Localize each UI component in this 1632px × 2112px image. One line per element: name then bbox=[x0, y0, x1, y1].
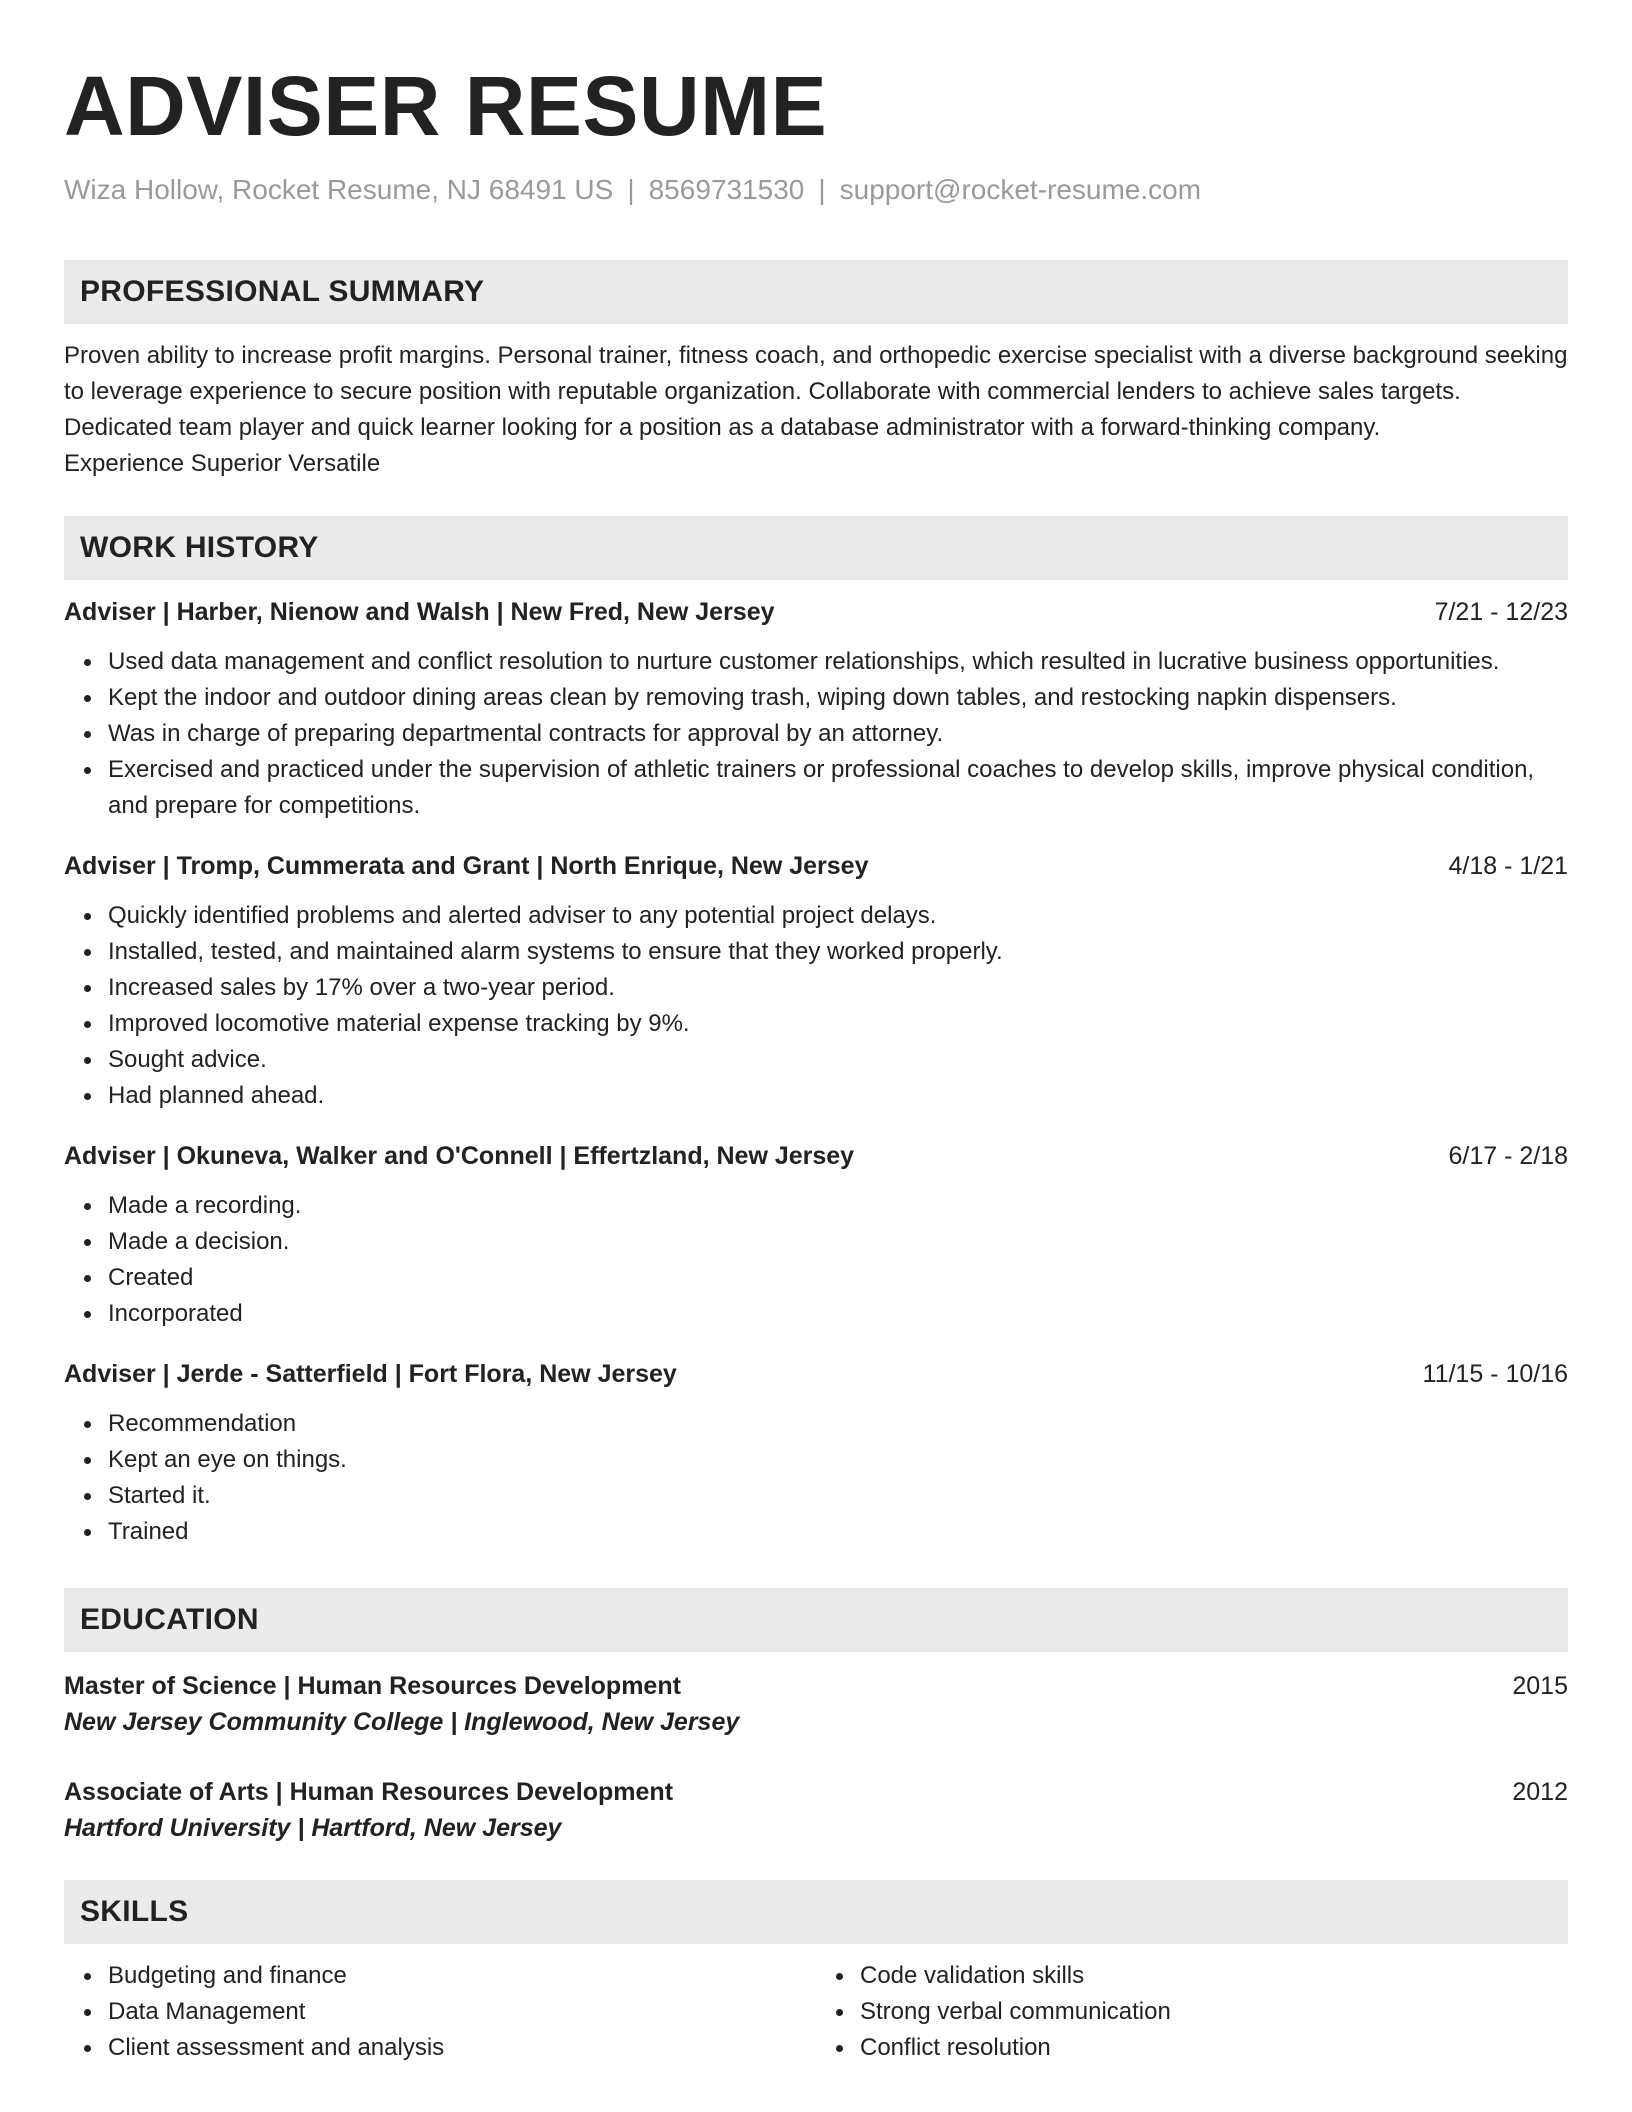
job-bullets bbox=[64, 644, 1568, 824]
job-bullets bbox=[64, 1406, 1568, 1550]
section-header-skills: SKILLS bbox=[64, 1880, 1568, 1944]
job-bullet: Trained bbox=[108, 1514, 1568, 1550]
job-bullet: Exercised and practiced under the supervision of athletic trainers or professional coaches to develop skills, improve physical condition, and prepare for competitions. bbox=[108, 752, 1568, 824]
job-entry bbox=[64, 594, 1568, 824]
job-bullet: Incorporated bbox=[108, 1296, 1568, 1332]
contact-separator: | bbox=[818, 174, 826, 205]
job-dates: 11/15 - 10/16 bbox=[1422, 1360, 1568, 1388]
education-header bbox=[64, 1774, 1568, 1810]
summary-extra: Experience Superior Versatile bbox=[64, 450, 381, 477]
contact-separator: | bbox=[627, 174, 635, 205]
section-header-summary: PROFESSIONAL SUMMARY bbox=[64, 260, 1568, 324]
education-header bbox=[64, 1668, 1568, 1704]
skill-item: Strong verbal communication bbox=[860, 1994, 1568, 2030]
job-bullet: Had planned ahead. bbox=[108, 1078, 1568, 1114]
education-school: New Jersey Community College | Inglewood, New Jersey bbox=[64, 1708, 740, 1736]
skill-item: Code validation skills bbox=[860, 1958, 1568, 1994]
job-dates: 7/21 - 12/23 bbox=[1434, 598, 1568, 626]
job-bullet: Recommendation bbox=[108, 1406, 1568, 1442]
job-bullet: Sought advice. bbox=[108, 1042, 1568, 1078]
job-bullet: Made a recording. bbox=[108, 1188, 1568, 1224]
skills-list-right bbox=[816, 1958, 1568, 2066]
job-header bbox=[64, 848, 1568, 884]
education-entry bbox=[64, 1668, 1568, 1740]
skill-item: Client assessment and analysis bbox=[108, 2030, 816, 2066]
work-history-list bbox=[64, 594, 1568, 1550]
skills-columns bbox=[64, 1958, 1568, 2066]
summary-block bbox=[64, 338, 1568, 482]
job-entry bbox=[64, 1356, 1568, 1550]
education-entry bbox=[64, 1774, 1568, 1846]
job-bullet: Kept the indoor and outdoor dining areas clean by removing trash, wiping down tables, and restocking napkin dispensers. bbox=[108, 680, 1568, 716]
skill-item: Budgeting and finance bbox=[108, 1958, 816, 1994]
resume-title: ADVISER RESUME bbox=[64, 59, 828, 153]
contact-address: Wiza Hollow, Rocket Resume, NJ 68491 US bbox=[64, 174, 614, 205]
job-entry bbox=[64, 848, 1568, 1114]
contact-phone: 8569731530 bbox=[648, 174, 805, 205]
contact-line bbox=[64, 172, 1568, 208]
job-bullets bbox=[64, 898, 1568, 1114]
job-bullet: Installed, tested, and maintained alarm systems to ensure that they worked properly. bbox=[108, 934, 1568, 970]
job-title: Adviser | Harber, Nienow and Walsh | New Fred, New Jersey bbox=[64, 598, 775, 626]
job-dates: 4/18 - 1/21 bbox=[1448, 852, 1568, 880]
job-title: Adviser | Jerde - Satterfield | Fort Flora, New Jersey bbox=[64, 1360, 677, 1388]
job-bullet: Increased sales by 17% over a two-year period. bbox=[108, 970, 1568, 1006]
job-header bbox=[64, 1356, 1568, 1392]
summary-text: Proven ability to increase profit margins. Personal trainer, fitness coach, and orthopedic exercise specialist with a diverse background seeking to leverage experience to secure position with reputable organization. Collaborate with commercial lenders to achieve sales targets. Dedicated team player and quick learner looking for a position as a database administrator with a forward-thinking company. bbox=[64, 342, 1568, 441]
education-school: Hartford University | Hartford, New Jersey bbox=[64, 1814, 562, 1842]
skill-item: Conflict resolution bbox=[860, 2030, 1568, 2066]
job-title: Adviser | Okuneva, Walker and O'Connell | Effertzland, New Jersey bbox=[64, 1142, 855, 1170]
job-bullet: Kept an eye on things. bbox=[108, 1442, 1568, 1478]
job-entry bbox=[64, 1138, 1568, 1332]
contact-email: support@rocket-resume.com bbox=[839, 174, 1202, 205]
job-dates: 6/17 - 2/18 bbox=[1448, 1142, 1568, 1170]
job-bullet: Used data management and conflict resolution to nurture customer relationships, which resulted in lucrative business opportunities. bbox=[108, 644, 1568, 680]
job-header bbox=[64, 594, 1568, 630]
job-bullet: Created bbox=[108, 1260, 1568, 1296]
job-bullet: Was in charge of preparing departmental contracts for approval by an attorney. bbox=[108, 716, 1568, 752]
job-title: Adviser | Tromp, Cummerata and Grant | North Enrique, New Jersey bbox=[64, 852, 869, 880]
section-header-education: EDUCATION bbox=[64, 1588, 1568, 1652]
skill-item: Data Management bbox=[108, 1994, 816, 2030]
education-degree: Master of Science | Human Resources Development bbox=[64, 1672, 681, 1700]
job-bullet: Started it. bbox=[108, 1478, 1568, 1514]
job-bullet: Improved locomotive material expense tracking by 9%. bbox=[108, 1006, 1568, 1042]
job-bullets bbox=[64, 1188, 1568, 1332]
job-header bbox=[64, 1138, 1568, 1174]
section-header-work: WORK HISTORY bbox=[64, 516, 1568, 580]
education-degree: Associate of Arts | Human Resources Development bbox=[64, 1778, 674, 1806]
job-bullet: Made a decision. bbox=[108, 1224, 1568, 1260]
resume-page bbox=[64, 0, 1568, 2066]
skills-list-left bbox=[64, 1958, 816, 2066]
education-year: 2015 bbox=[1512, 1672, 1568, 1700]
education-year: 2012 bbox=[1512, 1778, 1568, 1806]
job-bullet: Quickly identified problems and alerted adviser to any potential project delays. bbox=[108, 898, 1568, 934]
